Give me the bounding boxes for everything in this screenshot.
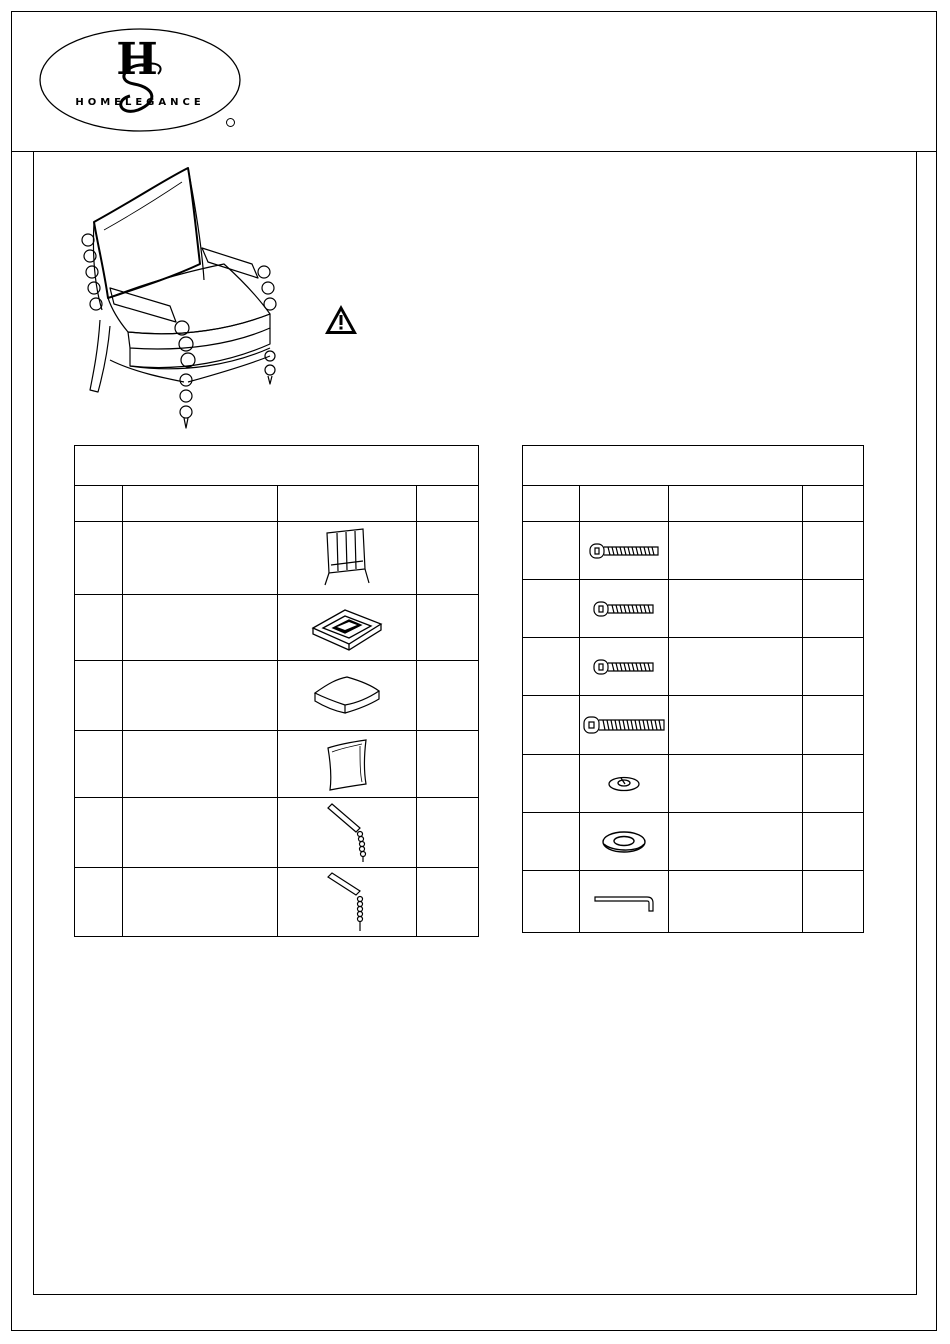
table-row [75,798,479,868]
hardware-description [669,580,803,638]
table-row [523,580,864,638]
hardware-header-id [523,486,580,522]
hardware-picture [580,638,669,696]
hardware-id [523,638,580,696]
table-row [523,813,864,871]
hardware-picture [580,696,669,755]
medium-bolt-icon [592,599,656,619]
hardware-id [523,813,580,871]
part-id [75,661,123,731]
hardware-id [523,580,580,638]
hardware-picture [580,522,669,580]
hardware-description [669,522,803,580]
flat-washer-icon [600,829,648,855]
table-row [75,595,479,661]
hardware-description [669,638,803,696]
parts-table [74,445,479,937]
hardware-header-picture [580,486,669,522]
part-picture [278,522,417,595]
part-description [123,522,278,595]
table-row [523,638,864,696]
parts-header-description [123,486,278,522]
parts-header-picture [278,486,417,522]
back-pillow-icon [322,736,372,792]
part-description [123,731,278,798]
hardware-table [522,445,864,933]
hardware-qty [803,755,864,813]
part-picture [278,595,417,661]
part-id [75,731,123,798]
logo-wordmark: HOMELEGANCE [75,97,205,108]
part-picture [278,661,417,731]
table-row [75,661,479,731]
table-row [523,522,864,580]
part-picture [278,868,417,937]
part-description [123,868,278,937]
table-row [75,731,479,798]
part-id [75,868,123,937]
hardware-qty [803,522,864,580]
hardware-id [523,522,580,580]
part-qty [417,522,479,595]
part-qty [417,661,479,731]
seat-cushion-icon [311,673,383,719]
hardware-header-description [669,486,803,522]
part-qty [417,595,479,661]
hardware-id [523,755,580,813]
part-id [75,522,123,595]
parts-header-qty [417,486,479,522]
hardware-qty [803,580,864,638]
hardware-picture [580,755,669,813]
hardware-picture [580,813,669,871]
chair-frame-icon [317,525,377,591]
registered-mark-icon [226,118,235,127]
part-picture [278,798,417,868]
table-row [523,871,864,933]
lock-washer-icon [607,775,641,793]
part-qty [417,798,479,868]
hardware-description [669,696,803,755]
part-qty [417,868,479,937]
table-row [75,868,479,937]
allen-key-icon [591,891,657,913]
hardware-header-qty [803,486,864,522]
spindle-arm-icon [322,802,372,864]
logo-ellipse-icon [38,26,242,134]
hardware-id [523,871,580,933]
hardware-picture [580,580,669,638]
hardware-description [669,813,803,871]
spindle-arm-icon [322,871,372,933]
warning-triangle-icon [323,303,359,337]
part-description [123,595,278,661]
parts-header-id [75,486,123,522]
hardware-description [669,755,803,813]
brand-logo [38,26,242,134]
table-row [523,696,864,755]
logo-letter: H [116,34,158,85]
extra-long-bolt-icon [582,714,666,736]
table-row [523,755,864,813]
part-description [123,798,278,868]
accent-chair-illustration [74,160,284,430]
parts-table-title [75,446,479,486]
long-bolt-icon [588,541,660,561]
part-description [123,661,278,731]
medium-bolt-icon [592,657,656,677]
part-picture [278,731,417,798]
hardware-table-title [523,446,864,486]
hardware-qty [803,638,864,696]
hardware-qty [803,871,864,933]
part-id [75,595,123,661]
hardware-qty [803,696,864,755]
table-row [75,522,479,595]
part-qty [417,731,479,798]
hardware-picture [580,871,669,933]
seat-box-icon [309,604,385,652]
part-id [75,798,123,868]
hardware-qty [803,813,864,871]
hardware-id [523,696,580,755]
hardware-description [669,871,803,933]
